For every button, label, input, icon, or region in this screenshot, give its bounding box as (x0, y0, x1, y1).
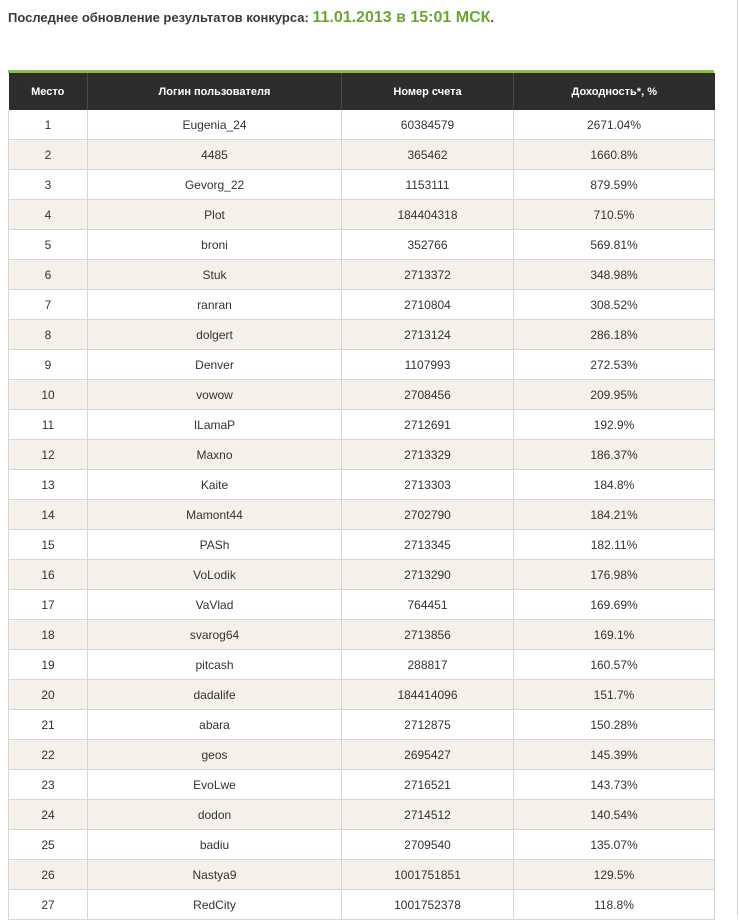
account-number-cell: 2712875 (342, 710, 514, 740)
place-cell: 11 (9, 410, 88, 440)
table-row (9, 560, 715, 590)
place-cell: 6 (9, 260, 88, 290)
login-cell: dolgert (88, 320, 342, 350)
account-number-cell: 2713345 (342, 530, 514, 560)
place-cell: 25 (9, 830, 88, 860)
header-login: Логин пользователя (88, 73, 342, 110)
return-cell: 145.39% (514, 740, 715, 770)
results-table-container (8, 70, 714, 920)
table-row (9, 530, 715, 560)
place-cell: 9 (9, 350, 88, 380)
header-return: Доходность*, % (514, 73, 715, 110)
update-suffix: . (490, 10, 495, 25)
return-cell: 286.18% (514, 320, 715, 350)
table-row (9, 200, 715, 230)
place-cell: 2 (9, 140, 88, 170)
header-place: Место (9, 73, 88, 110)
results-table-body (9, 110, 715, 920)
place-cell: 21 (9, 710, 88, 740)
table-row (9, 470, 715, 500)
table-row (9, 320, 715, 350)
login-cell: Mamont44 (88, 500, 342, 530)
return-cell: 135.07% (514, 830, 715, 860)
account-number-cell: 2713372 (342, 260, 514, 290)
table-row (9, 140, 715, 170)
table-row (9, 830, 715, 860)
results-table-header (9, 73, 715, 110)
table-row (9, 260, 715, 290)
return-cell: 143.73% (514, 770, 715, 800)
place-cell: 20 (9, 680, 88, 710)
place-cell: 22 (9, 740, 88, 770)
account-number-cell: 764451 (342, 590, 514, 620)
place-cell: 8 (9, 320, 88, 350)
login-cell: badiu (88, 830, 342, 860)
return-cell: 192.9% (514, 410, 715, 440)
login-cell: dodon (88, 800, 342, 830)
table-row (9, 380, 715, 410)
return-cell: 184.21% (514, 500, 715, 530)
return-cell: 348.98% (514, 260, 715, 290)
table-row (9, 110, 715, 140)
account-number-cell: 2710804 (342, 290, 514, 320)
login-cell: Stuk (88, 260, 342, 290)
return-cell: 879.59% (514, 170, 715, 200)
table-row (9, 740, 715, 770)
account-number-cell: 60384579 (342, 110, 514, 140)
return-cell: 184.8% (514, 470, 715, 500)
table-row (9, 770, 715, 800)
place-cell: 26 (9, 860, 88, 890)
login-cell: Nastya9 (88, 860, 342, 890)
table-row (9, 890, 715, 920)
place-cell: 13 (9, 470, 88, 500)
account-number-cell: 2712691 (342, 410, 514, 440)
account-number-cell: 184414096 (342, 680, 514, 710)
account-number-cell: 1001751851 (342, 860, 514, 890)
return-cell: 2671.04% (514, 110, 715, 140)
account-number-cell: 2713290 (342, 560, 514, 590)
return-cell: 308.52% (514, 290, 715, 320)
return-cell: 209.95% (514, 380, 715, 410)
account-number-cell: 2702790 (342, 500, 514, 530)
place-cell: 1 (9, 110, 88, 140)
return-cell: 140.54% (514, 800, 715, 830)
account-number-cell: 2713303 (342, 470, 514, 500)
place-cell: 19 (9, 650, 88, 680)
account-number-cell: 1153111 (342, 170, 514, 200)
login-cell: pitcash (88, 650, 342, 680)
table-row (9, 500, 715, 530)
login-cell: abara (88, 710, 342, 740)
place-cell: 3 (9, 170, 88, 200)
table-row (9, 170, 715, 200)
account-number-cell: 184404318 (342, 200, 514, 230)
account-number-cell: 288817 (342, 650, 514, 680)
login-cell: Denver (88, 350, 342, 380)
account-number-cell: 2716521 (342, 770, 514, 800)
return-cell: 1660.8% (514, 140, 715, 170)
results-table (8, 73, 715, 920)
return-cell: 151.7% (514, 680, 715, 710)
place-cell: 15 (9, 530, 88, 560)
table-row (9, 590, 715, 620)
account-number-cell: 2713124 (342, 320, 514, 350)
login-cell: PASh (88, 530, 342, 560)
login-cell: Eugenia_24 (88, 110, 342, 140)
table-row (9, 710, 715, 740)
table-row (9, 680, 715, 710)
return-cell: 169.1% (514, 620, 715, 650)
account-number-cell: 1107993 (342, 350, 514, 380)
account-number-cell: 2708456 (342, 380, 514, 410)
update-label: Последнее обновление результатов конкурса: (8, 10, 309, 25)
place-cell: 5 (9, 230, 88, 260)
table-row (9, 440, 715, 470)
account-number-cell: 2695427 (342, 740, 514, 770)
login-cell: RedCity (88, 890, 342, 920)
return-cell: 182.11% (514, 530, 715, 560)
place-cell: 10 (9, 380, 88, 410)
table-row (9, 800, 715, 830)
table-row (9, 410, 715, 440)
account-number-cell: 1001752378 (342, 890, 514, 920)
login-cell: VaVlad (88, 590, 342, 620)
place-cell: 12 (9, 440, 88, 470)
return-cell: 118.8% (514, 890, 715, 920)
account-number-cell: 352766 (342, 230, 514, 260)
place-cell: 17 (9, 590, 88, 620)
account-number-cell: 2714512 (342, 800, 514, 830)
login-cell: Plot (88, 200, 342, 230)
place-cell: 4 (9, 200, 88, 230)
login-cell: Maxno (88, 440, 342, 470)
login-cell: vowow (88, 380, 342, 410)
login-cell: EvoLwe (88, 770, 342, 800)
table-row (9, 290, 715, 320)
place-cell: 16 (9, 560, 88, 590)
login-cell: dadalife (88, 680, 342, 710)
place-cell: 7 (9, 290, 88, 320)
place-cell: 27 (9, 890, 88, 920)
return-cell: 150.28% (514, 710, 715, 740)
page-right-border (737, 0, 738, 916)
account-number-cell: 2713329 (342, 440, 514, 470)
login-cell: VoLodik (88, 560, 342, 590)
place-cell: 24 (9, 800, 88, 830)
login-cell: broni (88, 230, 342, 260)
login-cell: Kaite (88, 470, 342, 500)
account-number-cell: 2713856 (342, 620, 514, 650)
account-number-cell: 365462 (342, 140, 514, 170)
update-datetime: 11.01.2013 в 15:01 МСК (312, 9, 491, 26)
account-number-cell: 2709540 (342, 830, 514, 860)
header-account-number: Номер счета (342, 73, 514, 110)
return-cell: 569.81% (514, 230, 715, 260)
table-row (9, 620, 715, 650)
return-cell: 272.53% (514, 350, 715, 380)
table-row (9, 860, 715, 890)
return-cell: 160.57% (514, 650, 715, 680)
login-cell: ILamaP (88, 410, 342, 440)
login-cell: ranran (88, 290, 342, 320)
return-cell: 129.5% (514, 860, 715, 890)
table-row (9, 230, 715, 260)
login-cell: svarog64 (88, 620, 342, 650)
return-cell: 710.5% (514, 200, 715, 230)
login-cell: Gevorg_22 (88, 170, 342, 200)
login-cell: geos (88, 740, 342, 770)
update-status-line (8, 9, 494, 27)
login-cell: 4485 (88, 140, 342, 170)
table-row (9, 650, 715, 680)
place-cell: 14 (9, 500, 88, 530)
place-cell: 18 (9, 620, 88, 650)
return-cell: 176.98% (514, 560, 715, 590)
return-cell: 186.37% (514, 440, 715, 470)
header-row (9, 73, 715, 110)
return-cell: 169.69% (514, 590, 715, 620)
table-row (9, 350, 715, 380)
place-cell: 23 (9, 770, 88, 800)
